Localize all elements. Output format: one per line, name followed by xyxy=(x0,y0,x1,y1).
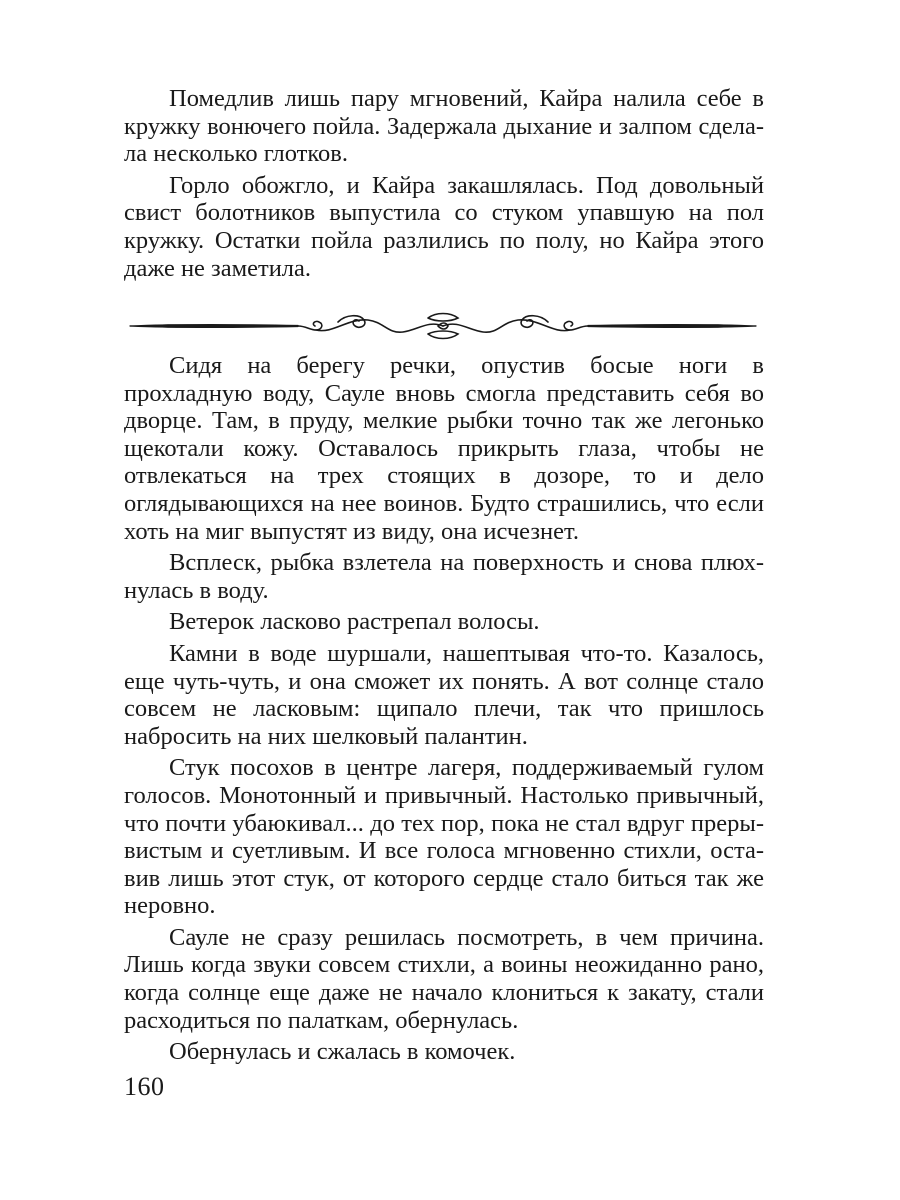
paragraph: Сауле не сразу решилась посмотреть, в чем причина. Лишь когда звуки совсем стихли, а воины неожиданно рано, когда солнце еще даже не начало клониться к закату, стали расходиться по палаткам, обернулась. xyxy=(124,923,764,1034)
paragraph: Всплеск, рыбка взлетела на поверхность и снова плюхнулась в воду. xyxy=(124,549,764,604)
paragraph: Сидя на берегу речки, опустив босые ноги в прохладную воду, Сауле вновь смогла представить себя во дворце. Там, в пруду, мелкие рыбки точно так же легонько щекотали кожу. Оставалось прикрыть глаза, чтобы не отвлекаться на трех стоящих в дозоре, то и дело оглядывающихся на нее воинов. Будто страшились, что если хоть на миг выпустят из виду, она исчезнет. xyxy=(124,352,764,545)
paragraph: Обернулась и сжалась в комочек. xyxy=(169,1038,516,1066)
paragraph: Помедлив лишь пару мгновений, Кайра налила себе в кружку вонючего пойла. Задержала дыхание и залпом сделала несколько глотков. xyxy=(124,85,764,168)
paragraph: Ветерок ласково растрепал волосы. xyxy=(169,608,540,636)
page-number: 160 xyxy=(124,1072,165,1101)
text-section-1 xyxy=(124,85,764,286)
text-section-2 xyxy=(124,352,764,1070)
paragraph: Горло обожгло, и Кайра закашлялась. Под довольный свист болотников выпустила со стуком упавшую на пол кружку. Остатки пойла разлились по полу, но Кайра этого даже не заметила. xyxy=(124,171,764,282)
paragraph: Стук посохов в центре лагеря, поддерживаемый гулом голосов. Монотонный и привычный. Настолько привычный, что почти убаюкивал... до тех пор, пока не стал вдруг прерывистым и суетливым. И все голоса мгновенно стихли, оставив лишь этот стук, от которого сердце стало биться так же неровно. xyxy=(124,754,764,920)
scroll-flourish-divider-icon xyxy=(128,308,758,344)
paragraph: Камни в воде шуршали, нашептывая что-то. Казалось, еще чуть-чуть, и она сможет их понять. А вот солнце стало совсем не ласковым: щипало плечи, так что пришлось набросить на них шелковый палантин. xyxy=(124,639,764,750)
